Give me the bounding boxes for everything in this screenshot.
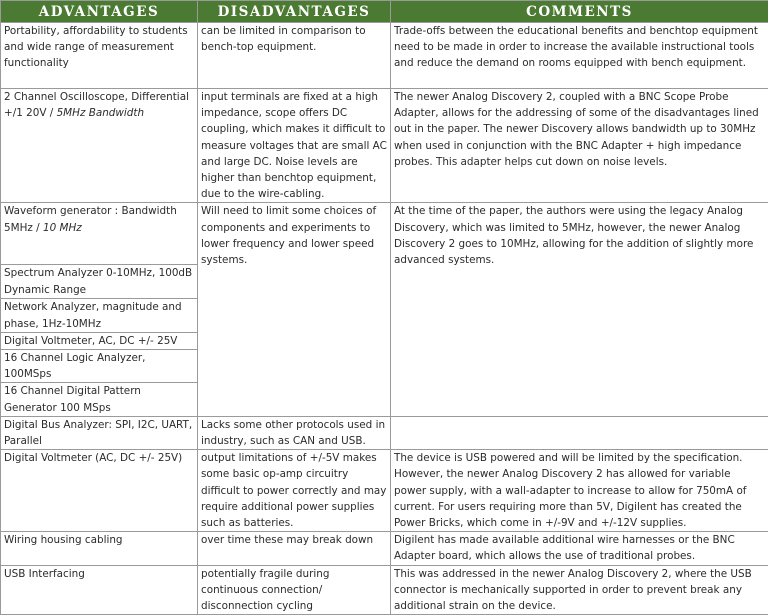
advantage-cell (1, 89, 198, 203)
advantage-cell: Digital Bus Analyzer: SPI, I2C, UART, Parallel (1, 416, 198, 449)
advantage-italic-text: 10 MHz (43, 222, 82, 234)
header-comments: COMMENTS (391, 1, 768, 23)
comment-cell: At the time of the paper, the authors were using the legacy Analog Discovery, which was limited to 5MHz, however, the newer Analog Discovery 2 goes to 10MHz, allowing for the addition of slightly more advanced systems. (391, 203, 768, 416)
advantage-cell: 16 Channel Logic Analyzer, 100MSps (1, 350, 198, 383)
disadvantage-cell: output limitations of +/-5V makes some basic op-amp circuitry difficult to power correctly and may require additional power supplies such as batteries. (198, 450, 391, 532)
disadvantage-cell: Will need to limit some choices of components and experiments to lower frequency and lower speed systems. (198, 203, 391, 416)
comment-cell: Trade-offs between the educational benefits and benchtop equipment need to be made in order to increase the available instructional tools and reduce the demand on rooms equipped with bench equipment. (391, 23, 768, 89)
disadvantage-cell: Lacks some other protocols used in industry, such as CAN and USB. (198, 416, 391, 449)
table-row (1, 565, 768, 615)
comment-cell: The newer Analog Discovery 2, coupled with a BNC Scope Probe Adapter, allows for the addressing of some of the disadvantages lined out in the paper. The newer Discovery allows bandwidth up to 30MHz when used in conjunction with the BNC Adapter + high impedance probes. This adapter helps cut down on noise levels. (391, 89, 768, 203)
advantage-cell: 16 Channel Digital Pattern Generator 100 MSps (1, 383, 198, 416)
advantage-cell: Portability, affordability to students and wide range of measurement functionality (1, 23, 198, 89)
disadvantage-cell: potentially fragile during continuous connection/ disconnection cycling (198, 565, 391, 615)
advantage-cell: Spectrum Analyzer 0-10MHz, 100dB Dynamic Range (1, 265, 198, 299)
header-disadvantages: DISADVANTAGES (198, 1, 391, 23)
header-row (1, 1, 768, 23)
disadvantage-cell: can be limited in comparison to bench-top equipment. (198, 23, 391, 89)
table-row (1, 203, 768, 265)
advantage-cell: Wiring housing cabling (1, 532, 198, 565)
advantage-text: 2 Channel Oscilloscope, Differential +/1 20V / (4, 91, 189, 119)
header-advantages: ADVANTAGES (1, 1, 198, 23)
advantage-cell: Network Analyzer, magnitude and phase, 1Hz-10MHz (1, 299, 198, 332)
table-row (1, 416, 768, 449)
table-row (1, 23, 768, 89)
advantage-cell: Digital Voltmeter, AC, DC +/- 25V (1, 332, 198, 349)
comment-cell (391, 416, 768, 449)
disadvantage-cell: input terminals are fixed at a high impedance, scope offers DC coupling, which makes it difficult to measure voltages that are small AC and large DC. Noise levels are higher than benchtop equipment, due to the wire-cabling. (198, 89, 391, 203)
advantage-italic-text: 5MHz Bandwidth (57, 107, 144, 119)
comment-cell: This was addressed in the newer Analog Discovery 2, where the USB connector is mechanically supported in order to prevent break any additional strain on the device. (391, 565, 768, 615)
disadvantage-cell: over time these may break down (198, 532, 391, 565)
advantage-text: Waveform generator : Bandwidth 5MHz / (4, 205, 177, 233)
advantage-cell: Digital Voltmeter (AC, DC +/- 25V) (1, 450, 198, 532)
table-row (1, 89, 768, 203)
advantage-cell (1, 203, 198, 265)
advantage-cell: USB Interfacing (1, 565, 198, 615)
table-row (1, 450, 768, 532)
comment-cell: Digilent has made available additional wire harnesses or the BNC Adapter board, which allows the use of traditional probes. (391, 532, 768, 565)
comment-cell: The device is USB powered and will be limited by the specification. However, the newer Analog Discovery 2 has allowed for variable power supply, with a wall-adapter to increase to allow for 750mA of current. For users requiring more than 5V, Digilent has created the Power Bricks, which come in +/-9V and +/-12V supplies. (391, 450, 768, 532)
table-row (1, 532, 768, 565)
